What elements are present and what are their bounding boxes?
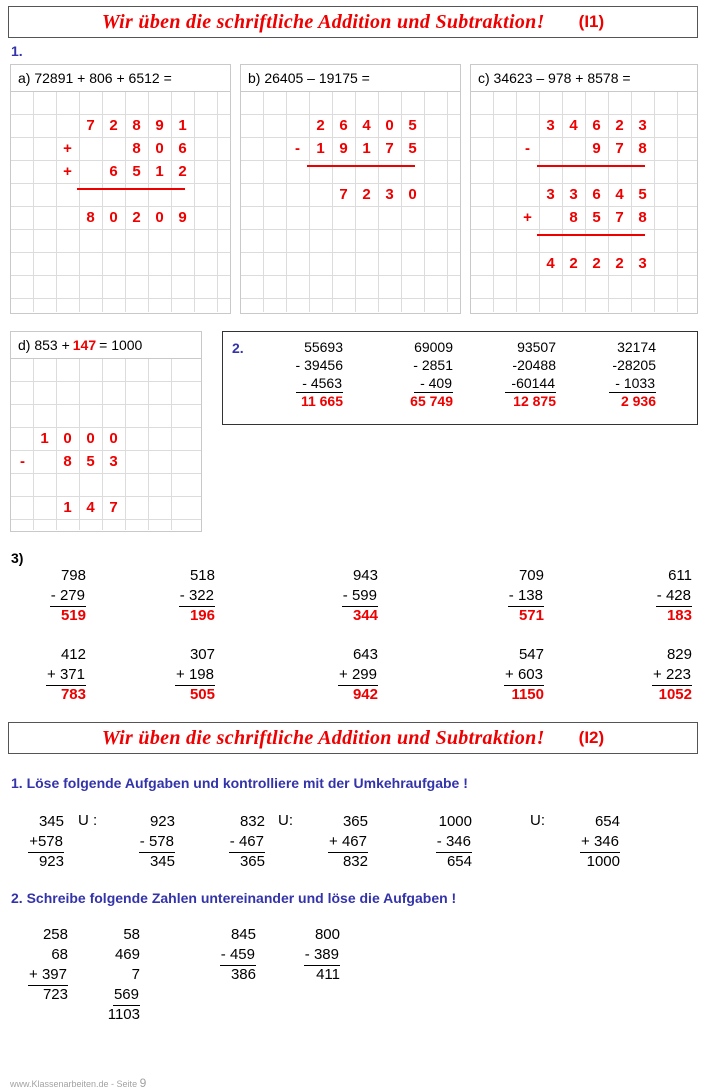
cell-c-r4-c3: 5 <box>592 209 601 226</box>
task-3-row2-item-4 <box>472 645 544 705</box>
t3-r1-i1-result: 519 <box>60 607 86 624</box>
cell-a-r4-c3: 2 <box>132 209 141 226</box>
s2-t1-m3-top: 1000 <box>438 813 472 830</box>
sign-a-r3: + <box>63 163 72 180</box>
cell-c-r5-c3: 2 <box>592 255 601 272</box>
s2-t2-c3-r1: 386 <box>230 966 256 983</box>
t3-r2-i1-op: + 371 <box>46 665 86 686</box>
cell-c-r2-c4: 7 <box>615 140 624 157</box>
worksheet-title-text-2: Wir üben die schriftliche Addition und Subtraktion! <box>101 726 545 749</box>
task-2-label: 2. <box>232 340 244 356</box>
cell-b-r3-c2: 7 <box>339 186 348 203</box>
t2-c3-minuend: 93507 <box>517 339 556 355</box>
grid-box-d-prompt-part1: d) 853 + <box>18 337 70 353</box>
t3-r1-i4-op: - 138 <box>508 586 544 607</box>
cell-a-r1-c1: 7 <box>86 117 95 134</box>
s2-task2-column-4 <box>280 925 340 985</box>
t2-c3-result: 12 875 <box>513 393 556 409</box>
sheet2-task-2-instruction: 2. Schreibe folgende Zahlen untereinander und löse die Aufgaben ! <box>11 890 457 906</box>
cell-a-r4-c5: 9 <box>178 209 187 226</box>
grid-box-d-prompt-part2: = 1000 <box>99 337 143 353</box>
s2-t1-c1-top: 923 <box>149 813 175 830</box>
grid-box-b-prompt: b) 26405 – 19175 = <box>241 65 460 92</box>
task-3-row2-item-5 <box>620 645 692 705</box>
sheet2-task-1-instruction: 1. Löse folgende Aufgaben und kontrolliere mit der Umkehraufgabe ! <box>11 775 468 791</box>
t3-r2-i2-result: 505 <box>189 686 215 703</box>
t3-r1-i2-result: 196 <box>189 607 215 624</box>
cell-d-r1-c3: 0 <box>86 430 95 447</box>
cell-c-r3-c4: 4 <box>615 186 624 203</box>
cell-c-r2-c3: 9 <box>592 140 601 157</box>
s2-t1-c3-result: 1000 <box>586 853 620 870</box>
cell-d-r3-c4: 7 <box>109 499 118 516</box>
task-3-row2-item-3 <box>306 645 378 705</box>
s2-task1-main-3 <box>408 812 472 872</box>
cell-b-r3-c5: 0 <box>408 186 417 203</box>
t2-c2-minuend: 69009 <box>414 339 453 355</box>
s2-t2-c3-l1: 845 <box>230 926 256 943</box>
s2-t1-c3-top: 654 <box>594 813 620 830</box>
grid-box-c-cells <box>471 92 697 312</box>
s2-t1-m1-op: +578 <box>28 832 64 853</box>
cell-b-r2-c2: 9 <box>339 140 348 157</box>
t3-r1-i3-top: 943 <box>352 567 378 584</box>
cell-c-r1-c5: 3 <box>638 117 647 134</box>
s2-t1-m2-op: - 467 <box>229 832 265 853</box>
s2-t1-c3-op: + 346 <box>580 832 620 853</box>
s2-t1-c2-op: + 467 <box>328 832 368 853</box>
t3-r2-i1-result: 783 <box>60 686 86 703</box>
cell-a-r3-c5: 2 <box>178 163 187 180</box>
task-3-label: 3) <box>11 550 24 566</box>
t3-r2-i4-result: 1150 <box>511 686 544 703</box>
task-3-row1-item-2 <box>143 566 215 626</box>
grid-box-b <box>240 64 461 314</box>
t2-c2-result: 65 749 <box>410 393 453 409</box>
s2-task1-check-2 <box>306 812 368 872</box>
grid-box-d <box>10 331 202 532</box>
t2-c4-sub2: - 1033 <box>609 374 656 393</box>
s2-task1-check-label-2: U: <box>278 812 293 829</box>
cell-a-r1-c4: 9 <box>155 117 164 134</box>
footer-page-number: 9 <box>139 1076 147 1090</box>
t2-c1-result: 11 665 <box>300 393 343 409</box>
cell-b-r3-c4: 3 <box>385 186 394 203</box>
s2-task1-main-2 <box>203 812 265 872</box>
grid-box-b-cells <box>241 92 460 312</box>
cell-d-r2-c4: 3 <box>109 453 118 470</box>
t3-r1-i3-op: - 599 <box>342 586 378 607</box>
cell-b-r1-c3: 4 <box>362 117 371 134</box>
grid-box-c <box>470 64 698 314</box>
t3-r1-i5-result: 183 <box>666 607 692 624</box>
s2-task2-column-1 <box>8 925 68 1005</box>
t2-c1-sub2: - 4563 <box>296 374 343 393</box>
t3-r2-i4-op: + 603 <box>504 665 544 686</box>
s2-t2-c4-l1: 800 <box>314 926 340 943</box>
t2-c4-minuend: 32174 <box>617 339 656 355</box>
cell-a-r4-c4: 0 <box>155 209 164 226</box>
s2-task1-check-1 <box>113 812 175 872</box>
s2-t1-c2-top: 365 <box>342 813 368 830</box>
cell-b-r2-c5: 5 <box>408 140 417 157</box>
cell-c-r5-c2: 2 <box>569 255 578 272</box>
cell-d-r1-c1: 1 <box>40 430 49 447</box>
cell-c-r3-c2: 3 <box>569 186 578 203</box>
worksheet-title-banner-1 <box>8 6 698 38</box>
sign-c-r2: - <box>525 140 530 157</box>
t2-c3-sub2: -60144 <box>505 374 556 393</box>
t2-c2-sub1: - 2851 <box>413 357 453 373</box>
s2-t1-c1-op: - 578 <box>139 832 175 853</box>
t3-r2-i1-top: 412 <box>60 646 86 663</box>
s2-t2-c3-l2: - 459 <box>220 945 256 966</box>
s2-t1-c1-result: 345 <box>149 853 175 870</box>
t2-c4-result: 2 936 <box>620 393 656 409</box>
sign-a-r2: + <box>63 140 72 157</box>
cell-a-r2-c4: 0 <box>155 140 164 157</box>
grid-box-a <box>10 64 231 314</box>
task-2-column-1 <box>265 338 343 410</box>
cell-d-r3-c2: 1 <box>63 499 72 516</box>
sum-rule-c-2 <box>537 234 645 236</box>
cell-c-r3-c1: 3 <box>546 186 555 203</box>
task-1-label: 1. <box>11 43 23 59</box>
cell-c-r1-c2: 4 <box>569 117 578 134</box>
s2-t2-c2-l1: 58 <box>123 926 140 943</box>
s2-t1-m1-result: 923 <box>38 853 64 870</box>
cell-b-r2-c3: 1 <box>362 140 371 157</box>
s2-t2-c4-r1: 411 <box>316 966 340 983</box>
cell-c-r1-c4: 2 <box>615 117 624 134</box>
s2-t2-c2-l2: 469 <box>114 946 140 963</box>
s2-t1-m3-result: 654 <box>446 853 472 870</box>
sign-b-r2: - <box>295 140 300 157</box>
s2-task2-column-2 <box>80 925 140 1025</box>
t3-r1-i2-op: - 322 <box>179 586 215 607</box>
cell-a-r1-c3: 8 <box>132 117 141 134</box>
task-2-column-4 <box>578 338 656 410</box>
s2-t2-c1-r1: 723 <box>42 986 68 1003</box>
task-3-row1-item-5 <box>620 566 692 626</box>
cell-a-r1-c5: 1 <box>178 117 187 134</box>
cell-c-r4-c4: 7 <box>615 209 624 226</box>
s2-t1-m1-top: 345 <box>38 813 64 830</box>
grid-box-d-prompt <box>11 332 201 359</box>
task-3-row2-item-1 <box>14 645 86 705</box>
cell-c-r2-c5: 8 <box>638 140 647 157</box>
cell-d-r2-c2: 8 <box>63 453 72 470</box>
t3-r2-i2-op: + 198 <box>175 665 215 686</box>
t3-r1-i1-op: - 279 <box>50 586 86 607</box>
cell-c-r1-c3: 6 <box>592 117 601 134</box>
cell-c-r3-c5: 5 <box>638 186 647 203</box>
t3-r2-i3-op: + 299 <box>338 665 378 686</box>
t3-r1-i5-op: - 428 <box>656 586 692 607</box>
s2-t2-c1-l3: + 397 <box>28 965 68 986</box>
cell-a-r2-c3: 8 <box>132 140 141 157</box>
t3-r2-i5-op: + 223 <box>652 665 692 686</box>
cell-a-r3-c2: 6 <box>109 163 118 180</box>
s2-t1-m2-top: 832 <box>239 813 265 830</box>
s2-task1-check-label-1: U : <box>78 812 98 829</box>
task-3-row1-item-3 <box>306 566 378 626</box>
t2-c3-sub1: -20488 <box>512 357 556 373</box>
cell-d-r1-c4: 0 <box>109 430 118 447</box>
cell-c-r5-c1: 4 <box>546 255 555 272</box>
worksheet-title-text-1: Wir üben die schriftliche Addition und Subtraktion! <box>101 10 545 33</box>
cell-a-r1-c2: 2 <box>109 117 118 134</box>
task-3-row1-item-1 <box>14 566 86 626</box>
s2-t2-c2-r2: 1103 <box>107 1006 140 1023</box>
task-2-box <box>222 331 698 425</box>
s2-task1-check-label-3: U: <box>530 812 545 829</box>
cell-c-r4-c5: 8 <box>638 209 647 226</box>
t3-r1-i5-top: 611 <box>668 567 692 584</box>
s2-t2-c2-l3: 7 <box>131 966 140 983</box>
t3-r1-i1-top: 798 <box>60 567 86 584</box>
t3-r2-i5-result: 1052 <box>658 686 692 703</box>
cell-a-r2-c5: 6 <box>178 140 187 157</box>
grid-box-c-prompt: c) 34623 – 978 + 8578 = <box>471 65 697 92</box>
sum-rule-b <box>307 165 415 167</box>
sign-c-r4: + <box>523 209 532 226</box>
task-3-row2-item-2 <box>143 645 215 705</box>
t3-r2-i5-top: 829 <box>666 646 692 663</box>
worksheet-title-number-1: (I1) <box>578 12 605 31</box>
s2-t1-c2-result: 832 <box>342 853 368 870</box>
s2-task2-column-3 <box>196 925 256 985</box>
grid-box-d-prompt-answer: 147 <box>72 337 97 353</box>
s2-t2-c2-r1: 569 <box>113 985 140 1006</box>
task-2-column-3 <box>478 338 556 410</box>
task-2-column-2 <box>375 338 453 410</box>
cell-a-r4-c2: 0 <box>109 209 118 226</box>
cell-a-r3-c3: 5 <box>132 163 141 180</box>
t3-r1-i4-result: 571 <box>518 607 544 624</box>
t3-r2-i3-result: 942 <box>352 686 378 703</box>
grid-box-d-cells <box>11 359 201 530</box>
sum-rule-a <box>77 188 185 190</box>
worksheet-title-banner-2 <box>8 722 698 754</box>
cell-d-r3-c3: 4 <box>86 499 95 516</box>
t2-c2-sub2: - 409 <box>414 374 453 393</box>
cell-a-r4-c1: 8 <box>86 209 95 226</box>
s2-t2-c4-l2: - 389 <box>304 945 340 966</box>
s2-t1-m2-result: 365 <box>239 853 265 870</box>
cell-b-r1-c2: 6 <box>339 117 348 134</box>
grid-box-a-prompt: a) 72891 + 806 + 6512 = <box>11 65 230 92</box>
t2-c1-sub1: - 39456 <box>295 357 343 373</box>
cell-d-r1-c2: 0 <box>63 430 72 447</box>
cell-b-r3-c3: 2 <box>362 186 371 203</box>
sum-rule-c-1 <box>537 165 645 167</box>
cell-b-r1-c5: 5 <box>408 117 417 134</box>
cell-b-r2-c1: 1 <box>316 140 325 157</box>
cell-b-r1-c4: 0 <box>385 117 394 134</box>
grid-box-a-cells <box>11 92 230 312</box>
s2-t2-c1-l2: 68 <box>51 946 68 963</box>
t2-c1-minuend: 55693 <box>304 339 343 355</box>
t3-r2-i2-top: 307 <box>189 646 215 663</box>
s2-task1-main-1 <box>8 812 64 872</box>
footer-site: www.Klassenarbeiten.de - Seite <box>10 1079 138 1089</box>
cell-b-r1-c1: 2 <box>316 117 325 134</box>
cell-c-r3-c3: 6 <box>592 186 601 203</box>
s2-t2-c1-l1: 258 <box>42 926 68 943</box>
t3-r2-i4-top: 547 <box>518 646 544 663</box>
cell-c-r1-c1: 3 <box>546 117 555 134</box>
s2-task1-check-3 <box>556 812 620 872</box>
t3-r2-i3-top: 643 <box>352 646 378 663</box>
cell-c-r5-c4: 2 <box>615 255 624 272</box>
cell-a-r3-c4: 1 <box>155 163 164 180</box>
t2-c4-sub1: -28205 <box>612 357 656 373</box>
t3-r1-i4-top: 709 <box>518 567 544 584</box>
task-3-row1-item-4 <box>472 566 544 626</box>
s2-t1-m3-op: - 346 <box>436 832 472 853</box>
worksheet-title-number-2: (I2) <box>578 728 605 747</box>
cell-c-r4-c2: 8 <box>569 209 578 226</box>
cell-d-r2-c3: 5 <box>86 453 95 470</box>
t3-r1-i3-result: 344 <box>352 607 378 624</box>
cell-b-r2-c4: 7 <box>385 140 394 157</box>
sign-d-r2: - <box>20 453 25 470</box>
cell-c-r5-c5: 3 <box>638 255 647 272</box>
t3-r1-i2-top: 518 <box>189 567 215 584</box>
